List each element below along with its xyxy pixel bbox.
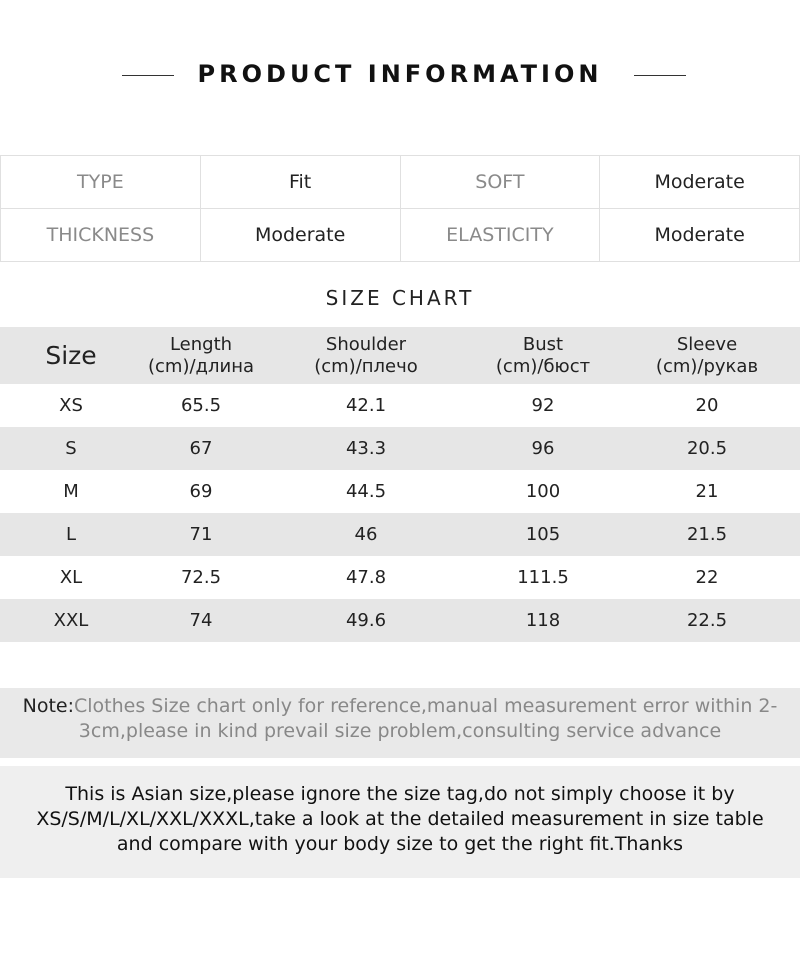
info-row: [1, 156, 800, 209]
size-cell: S: [65, 438, 77, 459]
info-label: TYPE: [1, 156, 201, 209]
info-value: Moderate: [600, 209, 800, 262]
length-cell: 72.5: [180, 567, 222, 588]
column-header-title: Size: [45, 340, 97, 370]
length-cell: 69: [189, 481, 213, 502]
column-header-unit: (cm)/плечо: [314, 355, 418, 377]
note-text: Clothes Size chart only for reference,manual measurement error within 2-3cm,please in kind prevail size problem,consulting service advance: [74, 695, 778, 742]
sleeve-cell: 22.5: [686, 610, 728, 631]
info-value: Fit: [200, 156, 400, 209]
length-cell: 65.5: [180, 395, 222, 416]
bust-cell: 118: [525, 610, 561, 631]
size-chart-table: [0, 327, 800, 642]
column-header: [614, 327, 800, 384]
product-info-table: [0, 155, 800, 262]
column-header: [0, 327, 142, 384]
size-cell: XL: [59, 567, 83, 588]
shoulder-cell: 43.3: [345, 438, 387, 459]
shoulder-cell: 47.8: [345, 567, 387, 588]
bust-cell: 100: [525, 481, 561, 502]
size-cell: L: [65, 524, 77, 545]
column-header-title: Length: [169, 333, 233, 355]
table-row: [0, 470, 800, 513]
info-label: SOFT: [400, 156, 600, 209]
table-row: [0, 427, 800, 470]
shoulder-cell: 44.5: [345, 481, 387, 502]
info-label: ELASTICITY: [400, 209, 600, 262]
column-header-unit: (cm)/длина: [148, 355, 254, 377]
size-chart-title: SIZE CHART: [325, 286, 475, 310]
shoulder-cell: 42.1: [345, 395, 387, 416]
measurement-note: [0, 688, 800, 758]
info-row: [1, 209, 800, 262]
asian-size-notice: This is Asian size,please ignore the size tag,do not simply choose it by XS/S/M/L/XL/XXL/XXXL,take a look at the detailed measurement in size table and compare with your body size to get the right fit.Thanks: [0, 766, 800, 878]
length-cell: 71: [189, 524, 213, 545]
column-header: [142, 327, 260, 384]
sleeve-cell: 20.5: [686, 438, 728, 459]
table-row: [0, 556, 800, 599]
column-header: [260, 327, 472, 384]
length-cell: 67: [189, 438, 213, 459]
bust-cell: 111.5: [517, 567, 569, 588]
info-label: THICKNESS: [1, 209, 201, 262]
note-label: Note:: [22, 695, 74, 717]
length-cell: 74: [189, 610, 213, 631]
column-header: [472, 327, 614, 384]
sleeve-cell: 21: [695, 481, 719, 502]
column-header-title: Sleeve: [676, 333, 738, 355]
column-header-unit: (cm)/рукав: [655, 355, 759, 377]
sleeve-cell: 21.5: [686, 524, 728, 545]
size-cell: XXL: [53, 610, 89, 631]
table-row: [0, 384, 800, 427]
table-row: [0, 599, 800, 642]
header-divider-right: [634, 75, 686, 76]
bust-cell: 96: [531, 438, 555, 459]
sleeve-cell: 22: [695, 567, 719, 588]
section-header: [0, 56, 800, 96]
bust-cell: 92: [531, 395, 555, 416]
size-chart-header-row: [0, 327, 800, 384]
info-value: Moderate: [600, 156, 800, 209]
column-header-unit: (cm)/бюст: [495, 355, 591, 377]
table-row: [0, 513, 800, 556]
sleeve-cell: 20: [695, 395, 719, 416]
shoulder-cell: 49.6: [345, 610, 387, 631]
info-value: Moderate: [200, 209, 400, 262]
size-cell: M: [63, 481, 79, 502]
size-cell: XS: [59, 395, 83, 416]
column-header-title: Shoulder: [325, 333, 407, 355]
page-title: PRODUCT INFORMATION: [197, 60, 603, 88]
shoulder-cell: 46: [354, 524, 378, 545]
column-header-title: Bust: [522, 333, 564, 355]
bust-cell: 105: [525, 524, 561, 545]
